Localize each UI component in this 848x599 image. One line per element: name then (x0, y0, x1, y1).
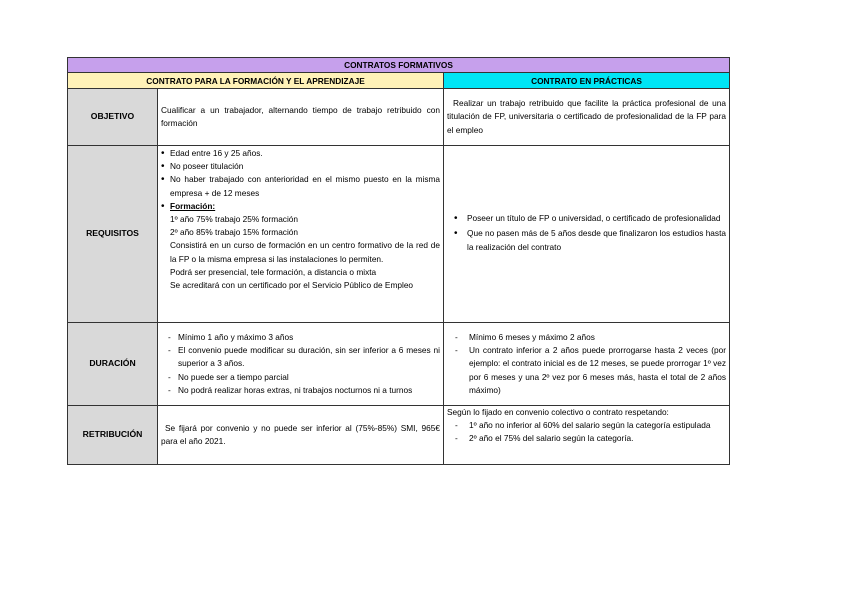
formacion-line: 1º año 75% trabajo 25% formación (170, 214, 299, 225)
row-label-objetivo: OBJETIVO (68, 89, 158, 146)
retribucion-practicas-cell (444, 406, 730, 465)
formacion-label: Formación: (170, 200, 216, 211)
requisitos-formacion-cell (158, 146, 444, 323)
list-item: - No podrá realizar horas extras, ni trabajos nocturnos ni a turnos (161, 384, 440, 397)
header-practicas: CONTRATO EN PRÁCTICAS (444, 73, 730, 89)
row-objetivo (68, 89, 730, 146)
row-requisitos (68, 146, 730, 323)
requisitos-formacion-list (161, 147, 440, 213)
list-item: • No poseer titulación (161, 160, 440, 173)
list-item: - No puede ser a tiempo parcial (161, 371, 440, 384)
duracion-formacion-cell (158, 323, 444, 406)
row-retribucion (68, 406, 730, 465)
retribucion-formacion-text: Se fijará por convenio y no puede ser inferior al (75%-85%) SMI, 965€ para el año 2021. (158, 406, 444, 465)
row-duracion (68, 323, 730, 406)
list-item: - El convenio puede modificar su duración, sin ser inferior a 6 meses ni superior a 3 años. (161, 344, 440, 370)
formacion-line: Consistirá en un curso de formación en un centro formativo de la red de la FP o la misma empresa si las instalaciones lo permiten. (170, 240, 440, 264)
list-item: • Que no pasen más de 5 años desde que finalizaron los estudios hasta la realización del contrato (447, 227, 726, 253)
row-label-duracion: DURACIÓN (68, 323, 158, 406)
list-item: • No haber trabajado con anterioridad en el mismo puesto en la misma empresa + de 12 meses (161, 173, 440, 199)
list-item: • Edad entre 16 y 25 años. (161, 147, 440, 160)
table-title: CONTRATOS FORMATIVOS (68, 58, 730, 73)
list-item: - 2º año el 75% del salario según la categoría. (447, 432, 726, 445)
requisitos-practicas-cell (444, 146, 730, 323)
list-item: - Un contrato inferior a 2 años puede prorrogarse hasta 2 veces (por ejemplo: el contrato inicial es de 12 meses, se puede prorrogar 1º vez por 6 meses y una 2º vez por 6 meses más, hasta el total de 2 años máximo) (447, 344, 726, 397)
list-item: - Mínimo 6 meses y máximo 2 años (447, 331, 726, 344)
duracion-practicas-list (447, 331, 726, 397)
row-label-retribucion: RETRIBUCIÓN (68, 406, 158, 465)
duracion-practicas-cell (444, 323, 730, 406)
formacion-line: 2º año 85% trabajo 15% formación (170, 227, 299, 238)
retribucion-practicas-list (447, 419, 726, 445)
list-item (161, 200, 440, 213)
row-label-requisitos: REQUISITOS (68, 146, 158, 323)
list-item: - 1º año no inferior al 60% del salario según la categoría estipulada (447, 419, 726, 432)
list-item: • Poseer un título de FP o universidad, o certificado de profesionalidad (447, 212, 726, 225)
header-formacion-aprendizaje: CONTRATO PARA LA FORMACIÓN Y EL APRENDIZAJE (68, 73, 444, 89)
requisitos-practicas-list (447, 212, 726, 254)
retribucion-practicas-intro: Según lo fijado en convenio colectivo o contrato respetando: (447, 407, 669, 417)
contracts-table (67, 57, 730, 465)
objetivo-formacion-text: Cualificar a un trabajador, alternando tiempo de trabajo retribuido con formación (158, 89, 444, 146)
duracion-formacion-list (161, 331, 440, 397)
formacion-line: Se acreditará con un certificado por el Servicio Público de Empleo (170, 280, 414, 291)
formacion-line: Podrá ser presencial, tele formación, a distancia o mixta (170, 266, 377, 277)
objetivo-practicas-text: Realizar un trabajo retribuido que facilite la práctica profesional de una titulación de FP, universitaria o certificado de profesionalidad de la FP para el empleo (444, 89, 730, 146)
list-item: - Mínimo 1 año y máximo 3 años (161, 331, 440, 344)
